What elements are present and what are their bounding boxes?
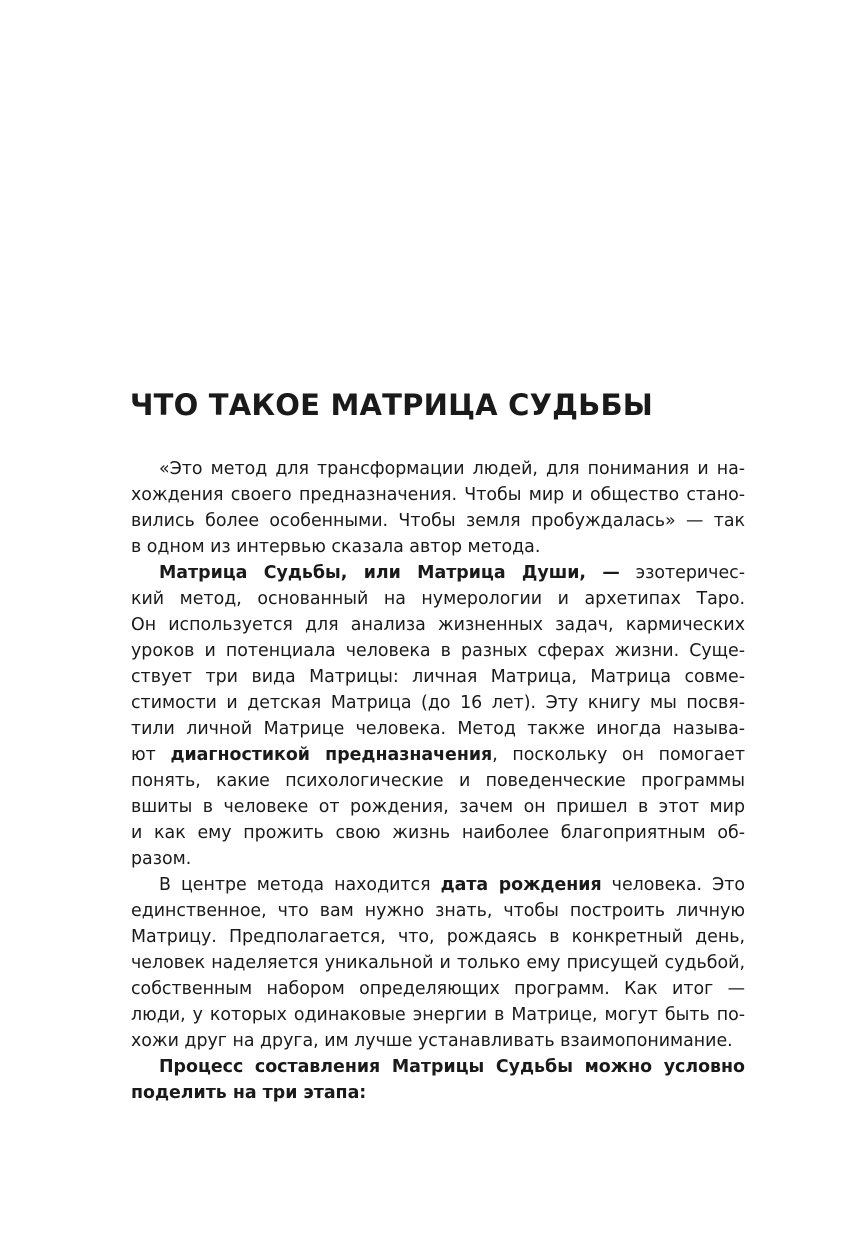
text-line [131, 950, 745, 976]
bold-text: Процесс составления Матрицы Судьбы можно условно [159, 1057, 745, 1077]
text-run: вшиты в человеке от рождения, зачем он пришел в этот мир [131, 797, 745, 817]
text-run: ют [131, 745, 171, 765]
text-run: единственное, что вам нужно знать, чтобы построить личную [131, 901, 745, 921]
text-line [131, 1054, 745, 1080]
text-run: человека. Это [601, 875, 745, 895]
text-run: , поскольку он помогает [492, 745, 745, 765]
text-line [131, 586, 745, 612]
text-run: уроков и потенциала человека в разных сферах жизни. Суще- [131, 641, 745, 661]
text-run: стимости и детская Матрица (до 16 лет). Эту книгу мы посвя- [131, 693, 745, 713]
text-run: человек наделяется уникальной и только ему присущей судьбой, [131, 953, 745, 973]
text-line [131, 482, 745, 508]
text-run: понять, какие психологические и поведенческие программы [131, 771, 745, 791]
text-run: ствует три вида Матрицы: личная Матрица, Матрица совме- [131, 667, 745, 687]
text-line [131, 716, 745, 742]
bold-text: дата рождения [440, 875, 602, 895]
bold-text: диагностикой предназначения [170, 745, 493, 765]
paragraph [131, 872, 745, 1054]
text-line [131, 690, 745, 716]
text-line [131, 820, 745, 846]
text-run: хожи друг на друга, им лучше устанавливать взаимопонимание. [131, 1031, 733, 1051]
text-run: тили личной Матрице человека. Метод также иногда называ- [131, 719, 745, 739]
text-line [131, 508, 745, 534]
text-line [131, 846, 745, 872]
text-line [131, 976, 745, 1002]
text-run: разом. [131, 849, 192, 869]
text-line [131, 560, 745, 586]
text-run: эзотеричес- [619, 563, 745, 583]
text-run: и как ему прожить свою жизнь наиболее благоприятным об- [131, 823, 745, 843]
bold-text: поделить на три этапа: [131, 1083, 367, 1103]
text-line [131, 872, 745, 898]
text-line [131, 1080, 745, 1106]
text-line [131, 534, 745, 560]
paragraph [131, 560, 745, 872]
text-line [131, 638, 745, 664]
text-run: В центре метода находится [159, 875, 441, 895]
text-line [131, 456, 745, 482]
chapter-title: ЧТО ТАКОЕ МАТРИЦА СУДЬБЫ [130, 388, 654, 422]
text-run: в одном из интервью сказала автор метода. [131, 537, 541, 557]
bold-text: Матрица Судьбы, или Матрица Души, — [159, 563, 620, 583]
chapter-body [131, 456, 745, 1106]
text-line [131, 1002, 745, 1028]
text-run: Он используется для анализа жизненных задач, кармических [131, 615, 745, 635]
paragraph [131, 1054, 745, 1106]
text-run: «Это метод для трансформации людей, для понимания и на- [159, 459, 745, 479]
text-line [131, 924, 745, 950]
text-run: кий метод, основанный на нумерологии и архетипах Таро. [131, 589, 745, 609]
text-run: вились более особенными. Чтобы земля пробуждалась» — так [131, 511, 745, 531]
text-line [131, 742, 745, 768]
text-line [131, 1028, 745, 1054]
text-run: собственным набором определяющих программ. Как итог — [131, 979, 745, 999]
text-run: хождения своего предназначения. Чтобы мир и общество стано- [131, 485, 745, 505]
text-run: Матрицу. Предполагается, что, рождаясь в конкретный день, [131, 927, 745, 947]
text-line [131, 612, 745, 638]
text-line [131, 768, 745, 794]
text-line [131, 898, 745, 924]
text-line [131, 664, 745, 690]
paragraph [131, 456, 745, 560]
text-line [131, 794, 745, 820]
text-run: люди, у которых одинаковые энергии в Матрице, могут быть по- [131, 1005, 745, 1025]
